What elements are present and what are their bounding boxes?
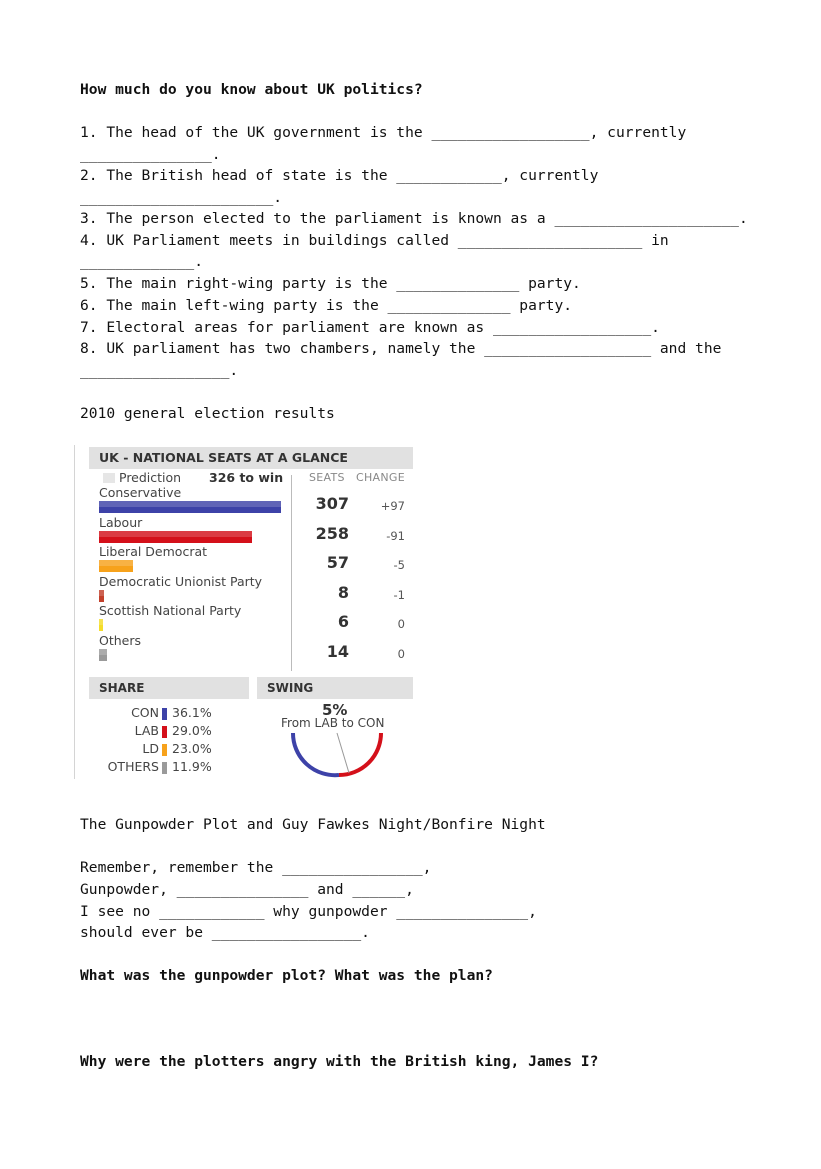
share-value: 23.0% [172,741,212,756]
col-change: CHANGE [356,471,405,484]
share-swatch [162,708,167,720]
seat-count: 57 [326,553,349,572]
share-row [75,723,255,741]
seat-count: 307 [315,494,349,513]
seat-change: -91 [386,528,405,543]
poem-line: I see no ____________ why gunpowder _______________, [80,903,537,920]
poem-line: Gunpowder, _______________ and ______, [80,881,414,898]
seat-bar [99,619,103,631]
quiz-line: 1. The head of the UK government is the __________________, currently [80,124,687,141]
quiz-line: _______________. [80,146,221,163]
seat-bar [99,590,104,602]
quiz-line: 5. The main right-wing party is the ______________ party. [80,275,581,292]
prediction-swatch [103,473,115,483]
share-party: LAB [134,723,159,738]
quiz-line: 7. Electoral areas for parliament are known as __________________. [80,319,660,336]
seat-count: 8 [337,582,349,602]
seat-bar [99,531,252,543]
question-plotters: Why were the plotters angry with the British king, James I? [80,1053,599,1070]
quiz-line: ______________________. [80,189,283,206]
seat-bar [99,560,133,572]
results-heading: 2010 general election results [80,405,335,422]
quiz-line: 8. UK parliament has two chambers, namely the ___________________ and the [80,340,722,357]
party-label: Democratic Unionist Party [99,573,263,589]
quiz-line: 6. The main left-wing party is the ______________ party. [80,297,573,314]
seat-count: 258 [315,523,349,543]
share-party: CON [131,705,159,720]
quiz-line: 4. UK Parliament meets in buildings called _____________________ in [80,232,669,249]
seat-change: 0 [397,646,405,661]
quiz-line: _________________. [80,362,239,379]
share-row [75,759,255,777]
prediction-label: Prediction [119,470,182,485]
swing-text: From LAB to CON [281,716,385,730]
share-header: SHARE [89,677,249,699]
share-swatch [162,762,167,774]
swing-header: SWING [257,677,413,699]
widget-header: UK - NATIONAL SEATS AT A GLANCE [89,447,413,469]
seat-change: +97 [380,499,405,513]
share-party: LD [142,741,159,756]
swing-needle [337,733,349,773]
seat-bar [99,649,107,661]
poem-line: Remember, remember the ________________, [80,859,432,876]
seat-bar [99,501,281,513]
swing-arc-con [293,733,339,775]
share-row [75,741,255,759]
col-seats: SEATS [309,471,345,484]
share-row [75,705,255,723]
seat-change: 0 [397,617,405,631]
share-value: 36.1% [172,705,212,720]
quiz-line: 3. The person elected to the parliament is known as a _____________________. [80,210,748,227]
quiz-title: How much do you know about UK politics? [80,81,423,98]
party-label: Others [99,632,142,648]
share-swatch [162,744,167,756]
swing-value: 5% [322,701,348,719]
seat-change: -5 [393,558,405,572]
seat-count: 14 [326,641,349,661]
question-plot: What was the gunpowder plot? What was the plan? [80,967,493,984]
share-value: 11.9% [172,759,212,774]
column-divider [291,475,292,671]
election-results-widget [74,445,415,779]
seat-count: 6 [337,612,349,631]
party-label: Scottish National Party [99,603,242,618]
party-label: Liberal Democrat [99,544,208,559]
poem-line: should ever be _________________. [80,924,370,941]
quiz-line: 2. The British head of state is the ____________, currently [80,167,599,184]
share-party: OTHERS [107,759,159,774]
swing-arc-lab [339,733,381,775]
swing-gauge [289,729,385,779]
seats-to-win: 326 to win [209,470,284,485]
seat-change: -1 [393,587,405,602]
quiz-line: _____________. [80,253,204,270]
share-value: 29.0% [172,723,212,738]
gunpowder-heading: The Gunpowder Plot and Guy Fawkes Night/Bonfire Night [80,816,546,833]
party-label: Labour [99,514,143,530]
party-label: Conservative [99,485,182,500]
share-swatch [162,726,167,738]
